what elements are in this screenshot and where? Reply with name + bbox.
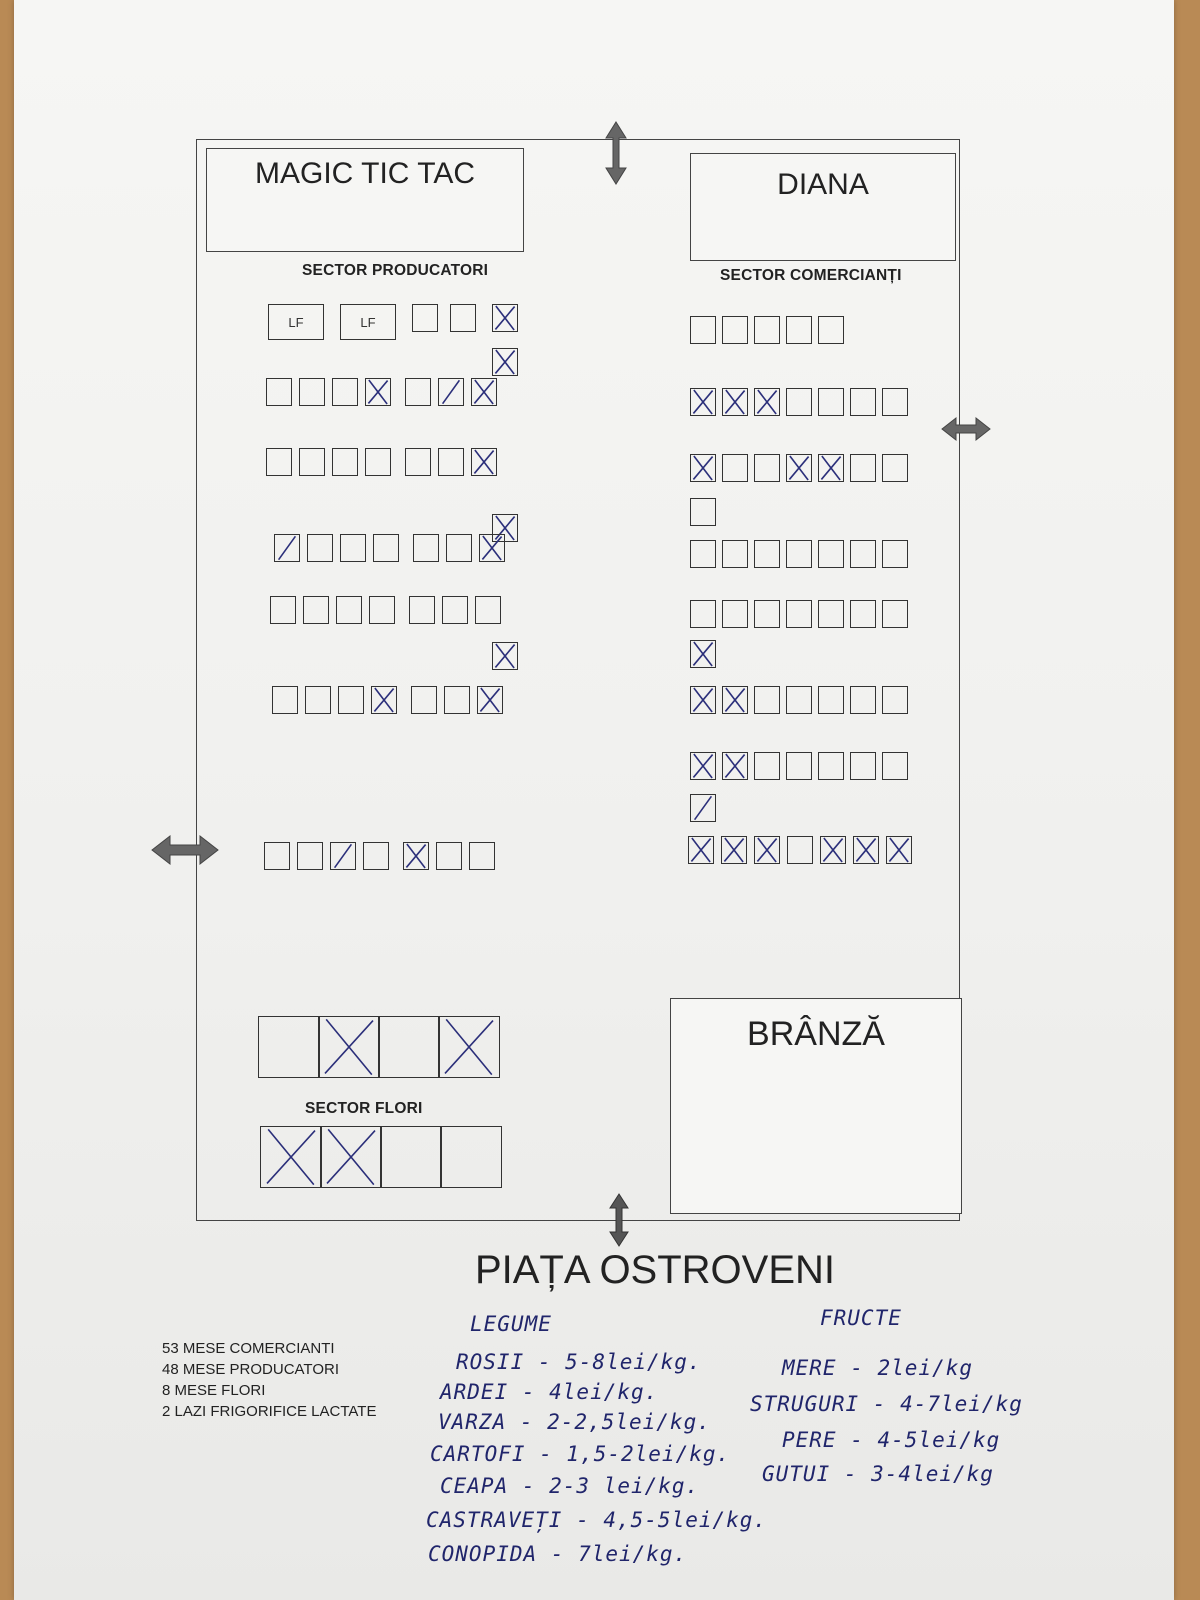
stall	[786, 388, 812, 416]
fructe-price: GUTUI - 3-4lei/kg	[762, 1462, 994, 1486]
fructe-price: STRUGURI - 4-7lei/kg	[750, 1392, 1023, 1416]
stall	[330, 842, 356, 870]
taken-x-mark-icon	[723, 389, 747, 415]
legume-price: ARDEI - 4lei/kg.	[440, 1380, 659, 1404]
stall	[378, 1016, 440, 1078]
stall	[786, 686, 812, 714]
taken-x-mark-icon	[722, 837, 746, 863]
entrance-bottom-arrow-icon	[608, 1192, 630, 1248]
stall	[471, 378, 497, 406]
stall	[722, 600, 748, 628]
taken-x-mark-icon	[887, 837, 911, 863]
taken-x-mark-icon	[480, 535, 504, 561]
stall	[754, 454, 780, 482]
stall	[690, 454, 716, 482]
fructe-price: MERE - 2lei/kg	[782, 1356, 974, 1380]
stall	[882, 686, 908, 714]
stall-lf-label: LF	[360, 314, 376, 330]
stall	[754, 752, 780, 780]
stall	[690, 600, 716, 628]
summary-line: 48 MESE PRODUCATORI	[162, 1361, 339, 1378]
stall	[307, 534, 333, 562]
stall	[722, 540, 748, 568]
store-diana	[690, 153, 956, 261]
stall	[786, 316, 812, 344]
stall	[260, 1126, 322, 1188]
stall	[721, 836, 747, 864]
taken-x-mark-icon	[755, 837, 779, 863]
summary-line: 8 MESE FLORI	[162, 1382, 266, 1399]
stall	[380, 1126, 442, 1188]
stall	[786, 540, 812, 568]
stall	[440, 1126, 502, 1188]
stall	[786, 600, 812, 628]
stall	[690, 316, 716, 344]
partial-slash-mark-icon	[331, 843, 355, 869]
stall	[754, 540, 780, 568]
stall	[477, 686, 503, 714]
store-branza	[670, 998, 962, 1214]
taken-x-mark-icon	[691, 641, 715, 667]
stall	[754, 600, 780, 628]
stall	[722, 316, 748, 344]
stall	[340, 534, 366, 562]
stall	[373, 534, 399, 562]
stall	[722, 686, 748, 714]
taken-x-mark-icon	[319, 1017, 379, 1077]
stall	[754, 388, 780, 416]
stall	[820, 836, 846, 864]
stall	[272, 686, 298, 714]
stall	[299, 448, 325, 476]
stall	[438, 378, 464, 406]
stall-summary	[162, 1338, 376, 1422]
stall	[818, 316, 844, 344]
stall	[365, 378, 391, 406]
stall	[299, 378, 325, 406]
stall	[818, 454, 844, 482]
taken-x-mark-icon	[755, 389, 779, 415]
taken-x-mark-icon	[819, 455, 843, 481]
stall	[475, 596, 501, 624]
stall	[690, 388, 716, 416]
taken-x-mark-icon	[478, 687, 502, 713]
stall	[338, 686, 364, 714]
sector-producatori-label: SECTOR PRODUCATORI	[302, 262, 489, 279]
legume-price: CARTOFI - 1,5-2lei/kg.	[430, 1442, 731, 1466]
stall	[492, 304, 518, 332]
taken-x-mark-icon	[493, 349, 517, 375]
stall	[332, 448, 358, 476]
entrance-right-arrow-icon	[940, 416, 992, 442]
stall	[722, 752, 748, 780]
summary-line: 2 LAZI FRIGORIFICE LACTATE	[162, 1403, 377, 1420]
stall	[297, 842, 323, 870]
stall	[305, 686, 331, 714]
summary-line: 53 MESE COMERCIANTI	[162, 1340, 335, 1357]
stall	[332, 378, 358, 406]
stall-lf-label: LF	[288, 314, 304, 330]
taken-x-mark-icon	[404, 843, 428, 869]
stall	[469, 842, 495, 870]
stall	[446, 534, 472, 562]
stall	[363, 842, 389, 870]
stall	[882, 752, 908, 780]
stall	[492, 642, 518, 670]
stall	[266, 448, 292, 476]
stall	[371, 686, 397, 714]
legume-price: ROSII - 5-8lei/kg.	[456, 1350, 702, 1374]
stall	[850, 540, 876, 568]
stall	[688, 836, 714, 864]
stall	[479, 534, 505, 562]
taken-x-mark-icon	[439, 1017, 499, 1077]
stall	[690, 752, 716, 780]
store-diana-label: DIANA	[777, 168, 869, 201]
legume-price: CASTRAVEȚI - 4,5-5lei/kg.	[426, 1508, 768, 1532]
store-magic-label: MAGIC TIC TAC	[254, 157, 476, 190]
taken-x-mark-icon	[691, 389, 715, 415]
stall	[886, 836, 912, 864]
taken-x-mark-icon	[691, 687, 715, 713]
stall	[786, 752, 812, 780]
stall	[409, 596, 435, 624]
stall	[471, 448, 497, 476]
stall	[754, 686, 780, 714]
stall	[818, 686, 844, 714]
taken-x-mark-icon	[372, 687, 396, 713]
partial-slash-mark-icon	[275, 535, 299, 561]
stall	[268, 304, 324, 340]
taken-x-mark-icon	[691, 455, 715, 481]
stall	[264, 842, 290, 870]
legume-heading: LEGUME	[470, 1312, 552, 1336]
stall	[882, 454, 908, 482]
stall	[787, 836, 813, 864]
stall	[303, 596, 329, 624]
stall	[818, 388, 844, 416]
entrance-left-arrow-icon	[150, 834, 220, 866]
stall	[340, 304, 396, 340]
taken-x-mark-icon	[691, 753, 715, 779]
taken-x-mark-icon	[821, 837, 845, 863]
stall	[690, 540, 716, 568]
partial-slash-mark-icon	[691, 795, 715, 821]
stall	[850, 600, 876, 628]
taken-x-mark-icon	[493, 305, 517, 331]
taken-x-mark-icon	[854, 837, 878, 863]
stall	[258, 1016, 320, 1078]
stall	[405, 378, 431, 406]
stall	[850, 388, 876, 416]
stall	[690, 498, 716, 526]
page-title: PIAȚA OSTROVENI	[474, 1248, 836, 1292]
stall	[413, 534, 439, 562]
stall	[403, 842, 429, 870]
stall	[444, 686, 470, 714]
stall	[492, 348, 518, 376]
stall	[270, 596, 296, 624]
taken-x-mark-icon	[723, 753, 747, 779]
taken-x-mark-icon	[321, 1127, 381, 1187]
taken-x-mark-icon	[261, 1127, 321, 1187]
stall	[882, 388, 908, 416]
taken-x-mark-icon	[472, 449, 496, 475]
taken-x-mark-icon	[366, 379, 390, 405]
stall	[690, 794, 716, 822]
stall	[411, 686, 437, 714]
stall	[818, 540, 844, 568]
legume-price: CONOPIDA - 7lei/kg.	[428, 1542, 688, 1566]
stall	[754, 316, 780, 344]
stall	[318, 1016, 380, 1078]
stall	[436, 842, 462, 870]
partial-slash-mark-icon	[439, 379, 463, 405]
stall	[850, 752, 876, 780]
stall	[266, 378, 292, 406]
stall	[818, 752, 844, 780]
stall	[882, 600, 908, 628]
stall	[412, 304, 438, 332]
stall	[320, 1126, 382, 1188]
fructe-heading: FRUCTE	[820, 1306, 902, 1330]
stall	[405, 448, 431, 476]
stall	[754, 836, 780, 864]
entrance-top-arrow-icon	[604, 120, 628, 186]
stall	[722, 388, 748, 416]
stall	[853, 836, 879, 864]
sector-comercianti-label: SECTOR COMERCIANȚI	[720, 267, 902, 284]
stall	[274, 534, 300, 562]
stall	[850, 454, 876, 482]
stall	[690, 686, 716, 714]
stall	[336, 596, 362, 624]
stall	[786, 454, 812, 482]
store-branza-label: BRÂNZĂ	[747, 1015, 885, 1053]
legume-price: VARZA - 2-2,5lei/kg.	[438, 1410, 711, 1434]
stall	[882, 540, 908, 568]
taken-x-mark-icon	[723, 687, 747, 713]
taken-x-mark-icon	[472, 379, 496, 405]
stall	[369, 596, 395, 624]
legume-price: CEAPA - 2-3 lei/kg.	[440, 1474, 700, 1498]
stall	[365, 448, 391, 476]
sector-flori-label: SECTOR FLORI	[305, 1100, 423, 1117]
taken-x-mark-icon	[493, 643, 517, 669]
stall	[850, 686, 876, 714]
stall	[442, 596, 468, 624]
fructe-price: PERE - 4-5lei/kg	[782, 1428, 1001, 1452]
taken-x-mark-icon	[787, 455, 811, 481]
stall	[818, 600, 844, 628]
stall	[722, 454, 748, 482]
stall	[690, 640, 716, 668]
stall	[438, 1016, 500, 1078]
store-magic-tic-tac	[206, 148, 524, 252]
stall	[450, 304, 476, 332]
taken-x-mark-icon	[689, 837, 713, 863]
stall	[438, 448, 464, 476]
